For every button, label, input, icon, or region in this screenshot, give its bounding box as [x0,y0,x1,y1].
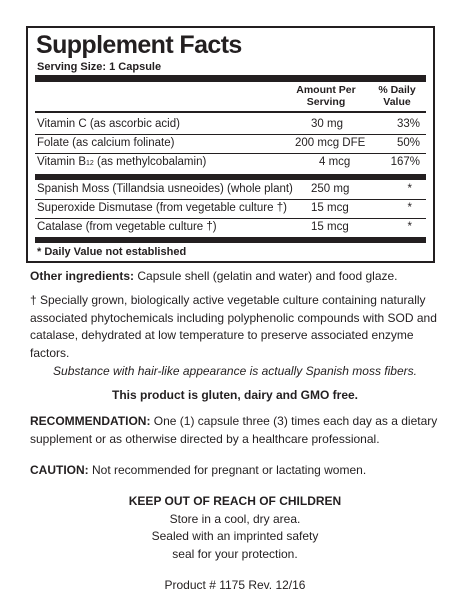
column-header-daily-value [370,84,424,108]
storage-block [30,493,440,563]
divider-thick [35,237,426,243]
other-ingredients-label: Other ingredients: [30,269,135,283]
table-row [37,199,426,218]
recommendation [30,413,440,448]
nutrient-name [37,156,206,168]
column-header-amount-line2: Serving [306,96,346,108]
daily-value-footnote: * Daily Value not established [37,246,187,258]
dagger-note: † Specially grown, biologically active vegetable culture containing naturally associated phytochemicals including polyphenolic compounds with SOD and catalase, dehydrated at low temperature to preserve associated enzyme factors. [30,293,437,360]
recommendation-label: RECOMMENDATION: [30,414,151,428]
ingredient-amount: 15 mcg [311,202,349,214]
table-row [37,153,426,172]
allergen-free-note: This product is gluten, dairy and GMO free. [111,388,359,402]
other-ingredients [30,268,440,285]
nutrient-name-rest: (as methylcobalamin) [93,156,207,168]
nutrient-name: Vitamin C (as ascorbic acid) [37,118,180,130]
divider-thick [35,75,426,82]
divider-header [35,111,426,113]
column-header-amount [292,84,360,108]
nutrient-name: Folate (as calcium folinate) [37,137,175,149]
nutrient-amount: 200 mcg DFE [295,137,366,149]
moss-note: Substance with hair-like appearance is actually Spanish moss fibers. [53,364,417,378]
nutrient-amount: 4 mcg [319,156,351,168]
supplement-facts-panel [26,26,435,263]
storage-line: Store in a cool, dry area. [169,511,301,526]
nutrient-amount: 30 mg [311,118,343,130]
nutrient-name-subscript: 12 [86,160,94,167]
table-row [37,115,426,134]
caution [30,462,440,479]
panel-title: Supplement Facts [36,31,242,59]
nutrient-daily-value: 33% [396,118,420,130]
keep-out-warning: KEEP OUT OF REACH OF CHILDREN [128,494,342,508]
serving-size: Serving Size: 1 Capsule [37,61,162,73]
column-header-dv-line1: % Daily [378,84,416,96]
ingredient-amount: 250 mg [311,183,350,195]
table-row [37,134,426,153]
nutrient-name-main: Vitamin B [37,156,87,168]
column-header-amount-line1: Amount Per [296,84,356,96]
caution-label: CAUTION: [30,463,89,477]
ingredient-daily-value: * [407,221,412,233]
storage-line: Sealed with an imprinted safety [151,529,319,543]
ingredient-name: Superoxide Dismutase (from vegetable culture †) [37,202,287,214]
nutrient-daily-value: 167% [390,156,420,168]
product-revision: Product # 1175 Rev. 12/16 [164,578,306,592]
other-ingredients-text: Capsule shell (gelatin and water) and food glaze. [134,269,398,283]
table-row [37,218,426,237]
recommendation-text: One (1) capsule three (3) times each day as a dietary supplement or as otherwise directed by a healthcare professional. [30,414,438,446]
ingredient-name: Catalase (from vegetable culture †) [37,221,217,233]
nutrient-daily-value: 50% [396,137,420,149]
ingredient-daily-value: * [407,183,412,195]
storage-line: seal for your protection. [172,546,298,561]
ingredient-daily-value: * [407,202,412,214]
ingredient-name: Spanish Moss (Tillandsia usneoides) (whole plant) [37,183,293,195]
column-header-dv-line2: Value [383,96,411,108]
caution-text: Not recommended for pregnant or lactating women. [88,463,367,477]
table-row [37,180,426,199]
ingredient-amount: 15 mcg [311,221,349,233]
